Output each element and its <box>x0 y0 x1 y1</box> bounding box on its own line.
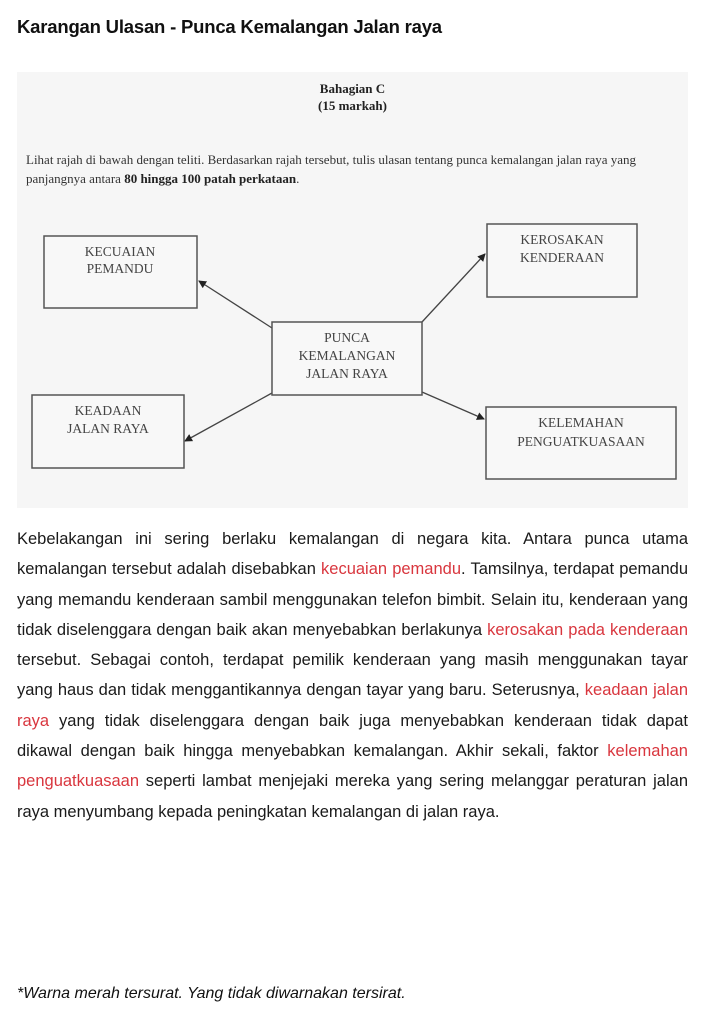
essay-text: Kebelakangan ini sering berlaku kemalangan di negara kita. Antara punca utama kemalangan tersebut adalah disebabkan <box>17 530 688 579</box>
essay-highlight-kerosakan: kerosakan pada kenderaan <box>487 620 689 639</box>
arrow-to-bottom-right <box>422 392 484 419</box>
section-label: Bahagian C <box>319 81 386 96</box>
node-top-left-line1: KECUAIAN <box>84 244 156 259</box>
arrow-to-bottom-left <box>185 393 272 441</box>
essay-highlight-keadaan: keadaan jalan raya <box>17 681 688 730</box>
node-bottom-right-line1: KELEMAHAN <box>538 415 624 430</box>
essay-highlight-kelemahan: kelemahan penguatkuasaan <box>17 742 688 791</box>
mind-map-diagram <box>17 72 688 508</box>
node-top-right-line1: KEROSAKAN <box>520 232 604 247</box>
page-title: Karangan Ulasan - Punca Kemalangan Jalan raya <box>17 16 442 37</box>
node-top-right-line2: KENDERAAN <box>520 250 604 265</box>
node-top-left-line2: PEMANDU <box>86 261 154 276</box>
marks-label: (15 markah) <box>318 98 387 113</box>
essay-text: tersebut. Sebagai contoh, terdapat pemilik kenderaan yang masih menggunakan tayar yang haus dan tidak menggantikannya dengan tayar yang baru. Seterusnya, <box>17 651 688 700</box>
footnote: *Warna merah tersurat. Yang tidak diwarnakan tersirat. <box>17 985 406 1002</box>
instruction-bold: 80 hingga 100 patah perkataan <box>124 171 297 186</box>
essay-text: seperti lambat menjejaki mereka yang sering melanggar peraturan jalan raya menyumbang kepada peningkatan kemalangan di jalan raya. <box>17 772 688 821</box>
essay-highlight-kecuaian: kecuaian pemandu <box>321 560 462 579</box>
arrow-to-top-left <box>199 281 272 328</box>
essay-paragraph <box>17 524 688 827</box>
node-center-line3: JALAN RAYA <box>306 366 388 381</box>
node-bottom-right-line2: PENGUATKUASAAN <box>517 434 645 449</box>
node-bottom-left-line2: JALAN RAYA <box>67 421 149 436</box>
question-figure <box>17 72 688 508</box>
node-center-line1: PUNCA <box>324 330 370 345</box>
node-center-line2: KEMALANGAN <box>298 348 396 363</box>
instruction-suffix: . <box>296 171 300 186</box>
essay-text: yang tidak diselenggara dengan baik juga menyebabkan kenderaan tidak dapat dikawal dengan baik hingga menyebabkan kemalangan. Akhir sekali, faktor <box>17 711 688 761</box>
arrow-to-top-right <box>422 254 485 322</box>
essay-text: . Tamsilnya, terdapat pemandu yang memandu kenderaan sambil menggunakan telefon bimbit. Selain itu, kenderaan yang tidak diselenggara dengan baik akan menyebabkan berlakunya <box>17 560 689 639</box>
instruction-prefix: Lihat rajah di bawah dengan teliti. Berdasarkan rajah tersebut, tulis ulasan tentang punca kemalangan jalan raya yang panjangnya antara <box>26 152 637 186</box>
node-bottom-left-line1: KEADAAN <box>74 403 142 418</box>
